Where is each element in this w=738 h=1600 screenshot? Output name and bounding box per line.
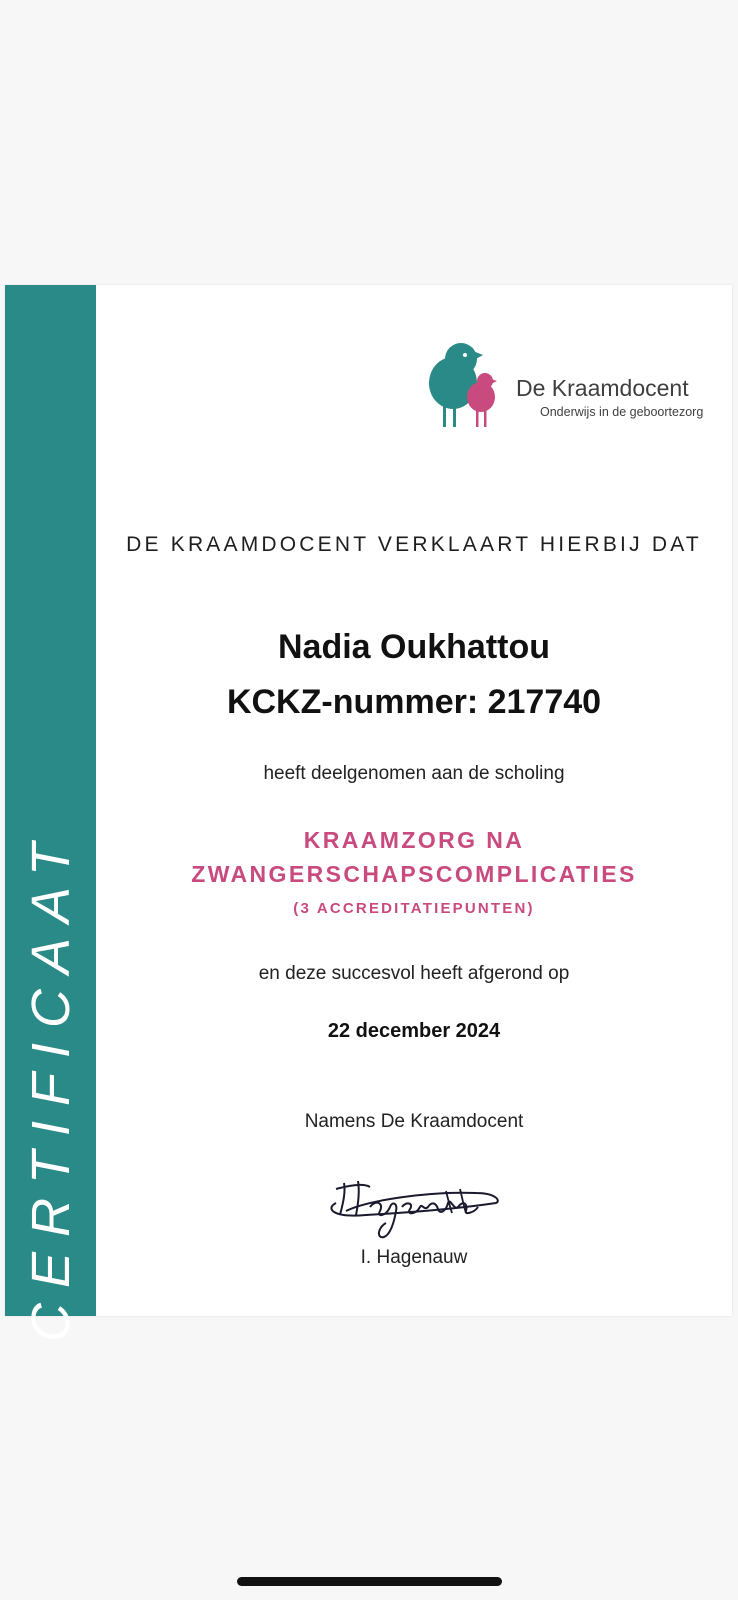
completion-date: 22 december 2024 — [327, 1020, 501, 1042]
recipient-name: Nadia Oukhattou — [277, 628, 551, 666]
on-behalf-text: Namens De Kraamdocent — [304, 1111, 524, 1132]
brand-name: De Kraamdocent — [516, 375, 689, 401]
kraamdocent-logo — [423, 341, 728, 433]
certificate-side-label: CERTIFICAAT — [21, 827, 81, 1343]
brand-tagline: Onderwijs in de geboortezorg — [540, 405, 704, 419]
side-band — [5, 285, 96, 1343]
signature — [306, 1163, 506, 1243]
participation-text: heeft deelgenomen aan de scholing — [263, 763, 565, 784]
course-title-line-2: ZWANGERSCHAPSCOMPLICATIES — [191, 861, 637, 887]
home-indicator[interactable] — [237, 1577, 502, 1586]
accreditation-points: (3 ACCREDITATIEPUNTEN) — [293, 900, 535, 917]
registration-number: KCKZ-nummer: 217740 — [226, 683, 602, 721]
course-title-line-1: KRAAMZORG NA — [303, 827, 525, 853]
signer-name: I. Hagenauw — [360, 1247, 468, 1268]
completion-text: en deze succesvol heeft afgerond op — [258, 963, 570, 984]
certificate — [5, 285, 732, 1343]
declaration-heading: DE KRAAMDOCENT VERKLAART HIERBIJ DAT — [126, 533, 702, 556]
bird-logo-icon — [423, 341, 513, 433]
